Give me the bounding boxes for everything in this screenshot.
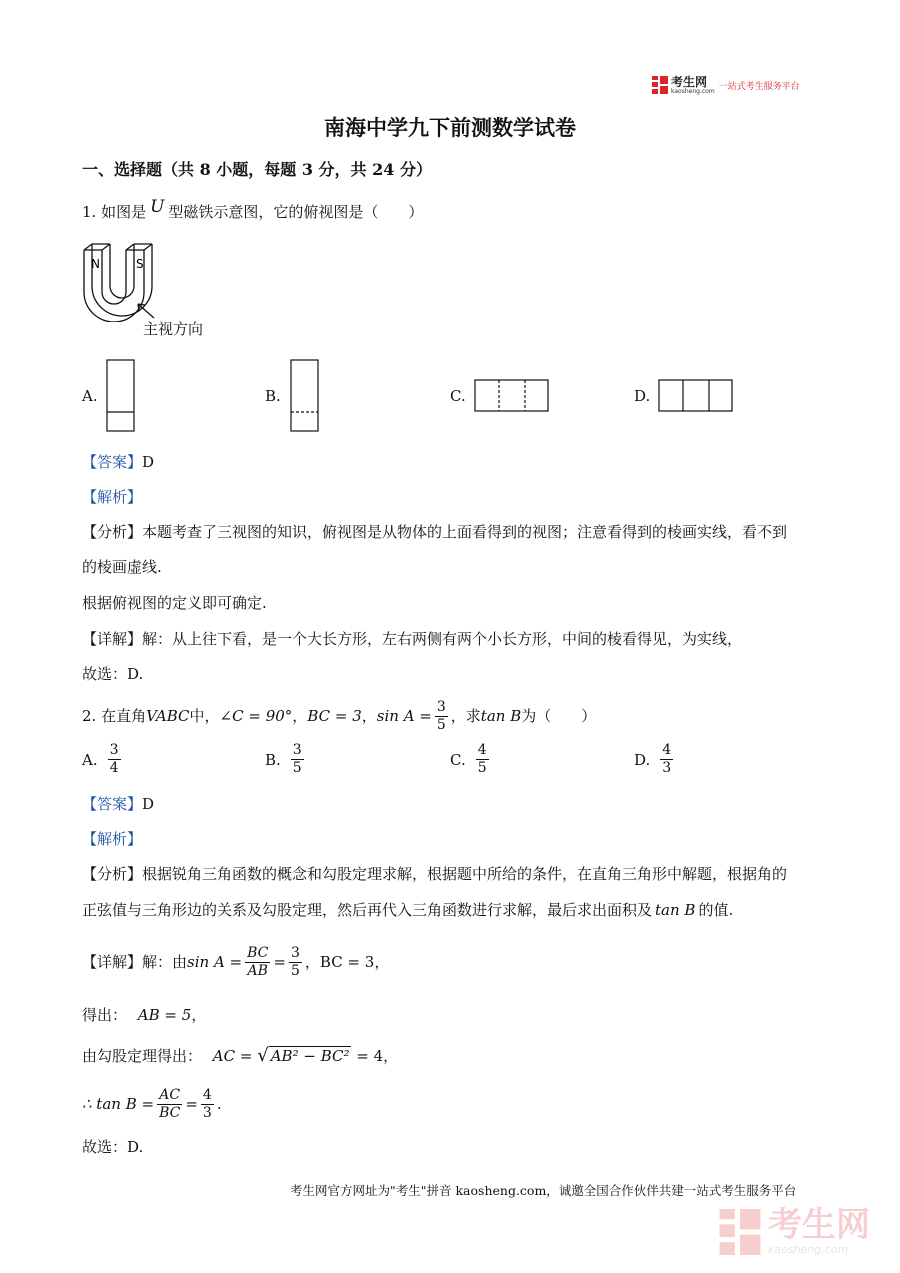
q2-step3-fraction-1 xyxy=(157,1087,182,1122)
q2-option-a xyxy=(82,742,124,777)
q2-option-c-den: 5 xyxy=(477,760,487,776)
q2-step2-pre: 由勾股定理得出： xyxy=(82,1047,203,1065)
q2-fenxi-line-1 xyxy=(82,864,787,884)
q2-stem-6: 为（ ） xyxy=(521,707,597,725)
watermark-text xyxy=(768,1207,870,1256)
q2-step2-end: ， xyxy=(383,1047,399,1065)
q2-detail xyxy=(82,940,389,984)
q2-fenxi-text-1: 根据锐角三角函数的概念和勾股定理求解，根据题中所给的条件，在直角三角形中解题，根据角的 xyxy=(142,865,788,883)
q2-stem-2: 中， xyxy=(189,707,220,725)
u-magnet-figure xyxy=(80,242,170,322)
q2-option-c-num: 4 xyxy=(477,742,487,758)
q2-step-2 xyxy=(82,1046,398,1066)
q2-stem-frac-den: 5 xyxy=(436,716,446,733)
q2-option-d-fraction xyxy=(660,742,673,777)
q2-conclusion: 故选：D. xyxy=(82,1138,144,1156)
q2-fenxi-tag: 【分析】 xyxy=(82,865,143,883)
q2-detail-f1-num: BC xyxy=(247,944,269,961)
q2-option-b-fraction xyxy=(291,742,304,777)
watermark-domain: kaosheng.com xyxy=(768,1243,849,1256)
q2-option-b-den: 5 xyxy=(292,760,302,776)
q1-option-a-figure xyxy=(106,359,136,433)
brand-slogan: 一站式考生服务平台 xyxy=(718,81,800,92)
q1-basis: 根据俯视图的定义即可确定. xyxy=(82,594,267,612)
q2-detail-fraction-1 xyxy=(245,945,270,980)
q1-option-c-label: C. xyxy=(450,387,466,405)
q2-step3-fraction-2 xyxy=(201,1087,214,1122)
brand-name: 考生网 xyxy=(671,74,708,89)
q2-stem-tan: tan B xyxy=(480,707,522,725)
q2-step3-eq: = xyxy=(185,1095,198,1113)
magnet-s-label: S xyxy=(136,257,144,271)
q2-option-a-num: 3 xyxy=(109,742,119,758)
q1-fenxi-line-1 xyxy=(82,522,787,542)
q2-step3-f1-num: AC xyxy=(159,1086,181,1103)
q1-answer-value: D xyxy=(142,453,155,471)
magnet-n-label: N xyxy=(91,257,100,271)
q2-option-d-den: 3 xyxy=(662,760,672,776)
q2-detail-tag: 【详解】 xyxy=(82,953,143,971)
q2-stem xyxy=(82,696,596,736)
page-title: 南海中学九下前测数学试卷 xyxy=(324,115,576,140)
q2-option-a-label: A. xyxy=(82,750,98,769)
q2-option-c xyxy=(450,742,492,777)
q2-fenxi-tanb: tan B xyxy=(655,901,696,919)
q2-detail-eq: = xyxy=(273,953,286,971)
q1-detail-text: 解：从上往下看，是一个大长方形，左右两侧有两个小长方形，中间的棱看得见，为实线， xyxy=(142,630,743,648)
watermark xyxy=(718,1207,870,1256)
q1-option-c-figure xyxy=(474,379,550,413)
view-direction-caption: 主视方向 xyxy=(143,320,204,338)
q2-detail-f2-num: 3 xyxy=(290,944,300,961)
q2-fenxi-line-2 xyxy=(82,900,733,920)
q2-option-d-label: D. xyxy=(634,750,651,769)
q2-step1-expr: AB = 5 xyxy=(137,1006,192,1024)
q2-step1-end: ， xyxy=(191,1006,207,1024)
q2-stem-angle: ∠C = 90° xyxy=(219,707,293,725)
sqrt-icon: √ xyxy=(257,1045,269,1066)
q2-analysis-tag: 【解析】 xyxy=(82,830,143,848)
q2-option-b-num: 3 xyxy=(292,742,302,758)
q1-answer xyxy=(82,452,154,472)
q2-answer-value: D xyxy=(142,795,155,813)
q2-stem-sin: sin A = xyxy=(376,707,432,725)
q2-option-d-num: 4 xyxy=(662,742,672,758)
q2-stem-1: 2. 在直角 xyxy=(82,707,147,725)
q2-option-d xyxy=(634,742,676,777)
q2-fenxi-text-2: 正弦值与三角形边的关系及勾股定理，然后再代入三角函数进行求解，最后求出面积及 xyxy=(82,901,653,919)
q2-detail-fraction-2 xyxy=(289,945,302,980)
q1-option-b-figure xyxy=(290,359,320,433)
q2-option-c-label: C. xyxy=(450,750,466,769)
q1-analysis-tag: 【解析】 xyxy=(82,488,143,506)
q1-fenxi-text-2: 的棱画虚线. xyxy=(82,558,162,576)
q2-step3-f2-num: 4 xyxy=(202,1086,212,1103)
q1-stem-before: 1. 如图是 xyxy=(82,203,147,221)
page-footer: 考生网官方网址为"考生"拼音 kaosheng.com，诚邀全国合作伙伴共建一站式考生服务平台 xyxy=(290,1183,797,1198)
q1-detail-tag: 【详解】 xyxy=(82,630,143,648)
q2-stem-frac-num: 3 xyxy=(436,698,446,715)
header-brand xyxy=(652,74,800,96)
q1-option-b-label: B. xyxy=(265,387,281,405)
q2-step1-pre: 得出： xyxy=(82,1006,128,1024)
q2-stem-triangle: VABC xyxy=(146,707,190,725)
q2-stem-5: ，求 xyxy=(450,707,481,725)
watermark-name: 考生网 xyxy=(768,1205,870,1245)
q2-step2-lhs: AC = xyxy=(212,1047,253,1065)
q1-answer-tag: 【答案】 xyxy=(82,453,143,471)
q2-step-1 xyxy=(82,1005,206,1025)
q1-option-a-label: A. xyxy=(82,387,98,405)
q2-step3-f2-den: 3 xyxy=(202,1104,212,1121)
q1-detail xyxy=(82,629,742,649)
q2-step3-f1-den: BC xyxy=(159,1104,181,1121)
q1-conclusion: 故选：D. xyxy=(82,665,144,683)
q2-option-c-fraction xyxy=(476,742,489,777)
q2-detail-f1-den: AB xyxy=(247,962,268,979)
q1-option-d-label: D. xyxy=(634,387,651,405)
q1-fenxi-text-1: 本题考查了三视图的知识，俯视图是从物体的上面看得到的视图；注意看得到的棱画实线，看不到 xyxy=(142,523,788,541)
q2-option-b xyxy=(265,742,307,777)
q2-step2-root: AB² − BC² xyxy=(270,1047,350,1065)
q1-stem-symbol: U xyxy=(150,197,165,217)
brand-text xyxy=(671,76,715,95)
brand-domain: kaosheng.com xyxy=(671,87,715,95)
q2-option-a-fraction xyxy=(108,742,121,777)
watermark-logo-icon xyxy=(718,1209,762,1255)
q2-answer xyxy=(82,794,154,814)
q1-fenxi-tag: 【分析】 xyxy=(82,523,143,541)
q1-stem xyxy=(82,197,424,222)
q2-detail-f2-den: 5 xyxy=(290,962,300,979)
q2-step-3 xyxy=(82,1082,222,1126)
q1-option-d-figure xyxy=(658,379,734,413)
q2-detail-sin: sin A = xyxy=(187,953,243,971)
q2-stem-4: ， xyxy=(361,707,377,725)
q2-step3-pre: ∴ tan B = xyxy=(82,1095,155,1113)
section-heading: 一、选择题（共 8 小题，每题 3 分，共 24 分） xyxy=(82,160,432,179)
q2-step2-rhs: = 4 xyxy=(356,1047,384,1065)
q2-step3-end: . xyxy=(216,1095,222,1113)
q2-stem-fraction xyxy=(435,699,448,734)
q2-option-a-den: 4 xyxy=(109,760,119,776)
q2-fenxi-text-3: 的值. xyxy=(698,901,734,919)
kaosheng-logo-icon xyxy=(652,76,668,94)
q1-stem-after: 型磁铁示意图，它的俯视图是（ ） xyxy=(168,203,424,221)
q2-detail-pre: 解：由 xyxy=(142,953,188,971)
q2-answer-tag: 【答案】 xyxy=(82,795,143,813)
q2-stem-3: ， xyxy=(292,707,308,725)
q2-detail-after: ，BC = 3， xyxy=(304,953,390,971)
q2-stem-bc: BC = 3 xyxy=(307,707,362,725)
q2-option-b-label: B. xyxy=(265,750,281,769)
